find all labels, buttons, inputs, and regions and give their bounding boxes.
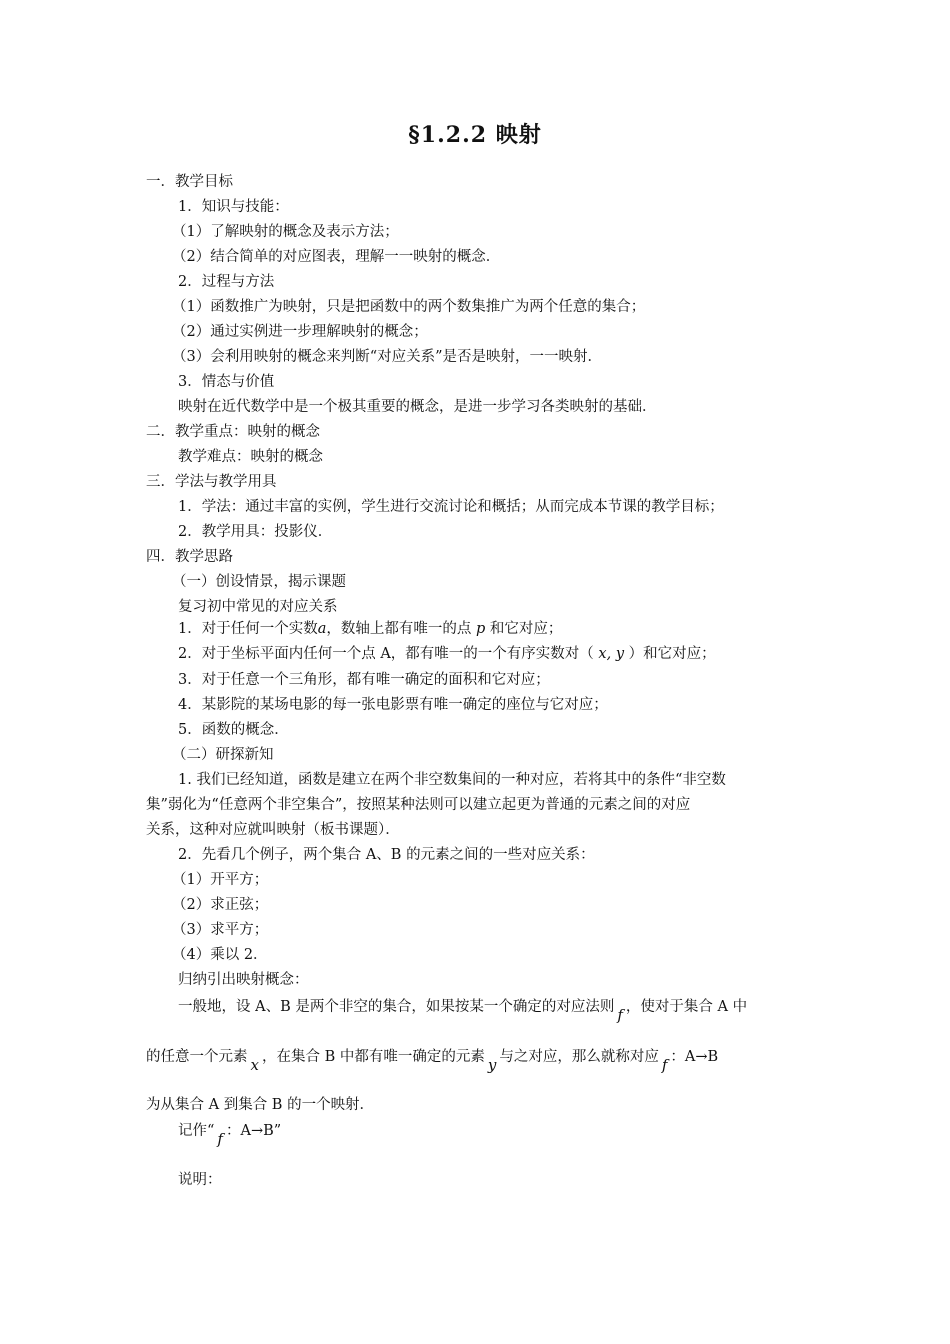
math-variable: y (487, 1056, 497, 1074)
text: ：A→B (670, 1049, 719, 1065)
list-item: （4）乘以 2． (172, 947, 268, 963)
list-item: （3）求平方； (172, 922, 269, 938)
definition-line (178, 996, 748, 1024)
list-item: （2）求正弦； (172, 897, 269, 913)
list-item: 4．某影院的某场电影的每一张电影票有唯一确定的座位与它对应； (178, 697, 608, 713)
paragraph: 2．先看几个例子，两个集合 A、B 的元素之间的一些对应关系： (178, 847, 595, 863)
paragraph: 复习初中常见的对应关系 (178, 599, 338, 615)
list-item: （1）开平方； (172, 872, 269, 888)
list-item: 2．教学用具：投影仪． (178, 524, 333, 540)
math-variable: x, y (598, 646, 625, 662)
subsection-heading: 2．过程与方法 (178, 274, 275, 290)
list-item: （1）函数推广为映射，只是把函数中的两个数集推广为两个任意的集合； (172, 299, 646, 315)
subsection-heading: 1．知识与技能： (178, 199, 289, 215)
text: 和它对应； (489, 621, 563, 637)
paragraph-line: 集”弱化为“任意两个非空集合”，按照某种法则可以建立起更为普通的元素之间的对应 (146, 797, 691, 813)
paragraph: 教学难点：映射的概念 (178, 449, 323, 465)
list-item: 5．函数的概念． (178, 722, 289, 738)
list-item: （1）了解映射的概念及表示方法； (172, 224, 399, 240)
subsection-heading: （二）研探新知 (172, 747, 274, 763)
text: 记作“ (178, 1123, 215, 1139)
paragraph-line: 关系，这种对应就叫映射（板书课题）． (146, 822, 400, 838)
list-item (178, 619, 562, 639)
math-variable: a (317, 621, 327, 637)
text: 与之对应，那么就称对应 (499, 1049, 659, 1065)
page-title: §1.2.2 映射 (408, 122, 542, 148)
list-item (178, 644, 716, 664)
list-item: （3）会利用映射的概念来判断“对应关系”是否是映射，一一映射． (172, 349, 603, 365)
list-item: （2）通过实例进一步理解映射的概念； (172, 324, 428, 340)
subsection-heading: （一）创设情景，揭示课题 (172, 574, 346, 590)
text: ：A→B” (225, 1123, 282, 1139)
text: ，数轴上都有唯一的点 (326, 621, 472, 637)
list-item: 3．对于任意一个三角形，都有唯一确定的面积和它对应； (178, 672, 550, 688)
list-item: 1．学法：通过丰富的实例，学生进行交流讨论和概括；从而完成本节课的教学目标； (178, 499, 724, 515)
text: 的任意一个元素 (146, 1049, 248, 1065)
notation-line (178, 1120, 282, 1148)
math-variable: f (617, 1006, 623, 1024)
math-variable: x (250, 1056, 259, 1074)
math-variable: f (661, 1056, 668, 1074)
text: 2．对于坐标平面内任何一个点 A，都有唯一的一个有序实数对（ (178, 646, 594, 662)
paragraph: 映射在近代数学中是一个极其重要的概念，是进一步学习各类映射的基础． (178, 399, 657, 415)
note-label: 说明： (178, 1172, 222, 1188)
definition-line: 为从集合 A 到集合 B 的一个映射． (146, 1097, 375, 1113)
paragraph: 归纳引出映射概念： (178, 972, 309, 988)
section-heading: 二．教学重点：映射的概念 (146, 424, 320, 440)
section-heading: 三．学法与教学用具 (146, 474, 277, 490)
text: ，在集合 B 中都有唯一确定的元素 (261, 1049, 485, 1065)
math-variable: p (476, 621, 486, 637)
section-heading: 四．教学思路 (146, 549, 233, 565)
math-variable: f (217, 1130, 223, 1148)
subsection-heading: 3．情态与价值 (178, 374, 275, 390)
paragraph-line: 1. 我们已经知道，函数是建立在两个非空数集间的一种对应，若将其中的条件“非空数 (178, 772, 726, 788)
text: 1．对于任何一个实数 (178, 621, 318, 637)
list-item: （2）结合简单的对应图表，理解一一映射的概念． (172, 249, 501, 265)
definition-line (146, 1046, 719, 1074)
text: 一般地，设 A、B 是两个非空的集合，如果按某一个确定的对应法则 (178, 999, 615, 1015)
text: ，使对于集合 A 中 (625, 999, 748, 1015)
text: ）和它对应； (628, 646, 716, 662)
section-heading: 一．教学目标 (146, 174, 233, 190)
